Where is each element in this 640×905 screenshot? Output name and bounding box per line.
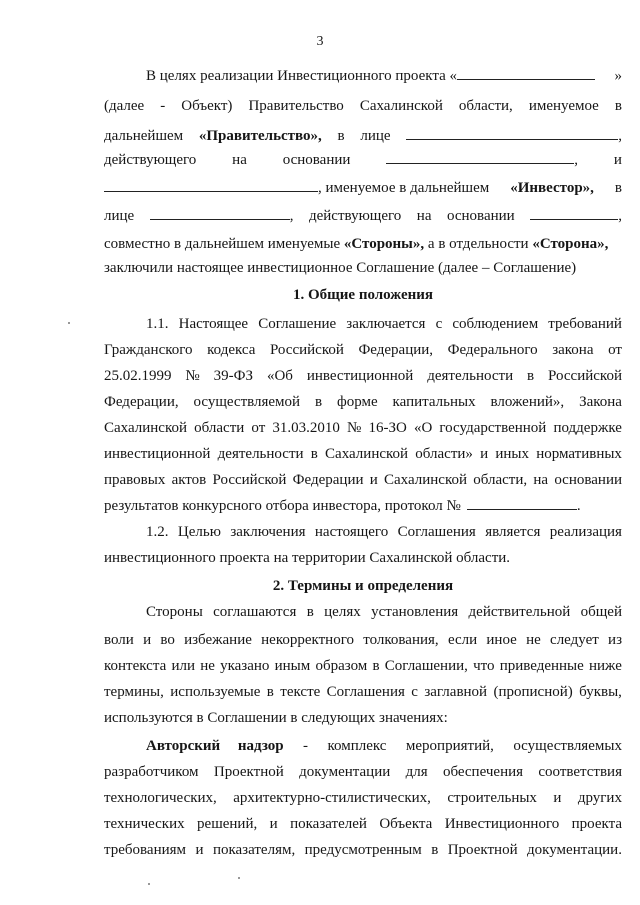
word: и <box>553 790 562 806</box>
word: требованиям <box>104 842 187 858</box>
scan-speck <box>238 877 240 879</box>
word: установления <box>371 604 459 620</box>
word: правовых <box>104 472 166 488</box>
word: (прописной) <box>493 684 573 700</box>
term-author-supervision: Авторский надзор <box>146 738 284 754</box>
word: не <box>526 632 541 648</box>
word: (далее <box>104 98 145 114</box>
word: Проектной <box>447 842 518 858</box>
word: технологических, <box>104 790 217 806</box>
word: реализация <box>549 524 622 540</box>
word: является <box>485 524 541 540</box>
word: вложений», <box>490 394 565 410</box>
word: области, <box>458 98 513 114</box>
word: актов <box>171 472 207 488</box>
word: Целью <box>177 524 221 540</box>
section-1-paragraph-1-line <box>104 366 622 386</box>
word: 39-ФЗ <box>213 368 254 384</box>
word: и <box>143 632 152 648</box>
word: обеспечения <box>442 764 524 780</box>
word: Федерации, <box>358 342 434 358</box>
word: нормативных <box>536 446 622 462</box>
section-2-paragraph-1-line <box>104 656 622 676</box>
section-2-paragraph-1-line <box>104 602 622 622</box>
word: общей <box>580 604 622 620</box>
word: Соглашения <box>326 684 405 700</box>
word: Настоящее <box>178 316 249 332</box>
preamble-line-4: действующего на основании , и <box>104 152 622 168</box>
word: настоящего <box>314 524 389 540</box>
section-2-paragraph-1-line <box>104 682 622 702</box>
government-basis-blank <box>386 150 574 164</box>
word: соответствия <box>538 764 622 780</box>
word: «О <box>413 420 433 436</box>
preamble-line-7: совместно в дальнейшем именуемые «Стороны», а в отдельности «Сторона», <box>104 236 609 252</box>
word: Федерации, <box>104 394 179 410</box>
word: и <box>269 816 278 832</box>
word: Инвестиционного <box>444 816 560 832</box>
word: из <box>608 632 622 648</box>
word: инвестиционной <box>104 446 211 462</box>
preamble-line-6: лице , действующего на основании , <box>104 208 622 224</box>
term-definition-line <box>104 762 622 782</box>
word: в <box>527 368 535 384</box>
word: Объекта <box>379 816 433 832</box>
word: используемые <box>170 684 261 700</box>
word: некорректного <box>261 632 354 648</box>
word: в <box>306 604 314 620</box>
word: если <box>447 632 478 648</box>
word: Российской <box>269 342 344 358</box>
word: во <box>160 632 175 648</box>
section-1-paragraph-1-line <box>104 470 622 490</box>
word: проекта <box>571 816 622 832</box>
word: государственной <box>439 420 547 436</box>
section-1-paragraph-1-last-line: результатов конкурсного отбора инвестора, протокол № . <box>104 498 581 514</box>
term-definition-line <box>104 814 622 834</box>
word: ниже <box>589 658 622 674</box>
preamble-line-2 <box>104 96 622 116</box>
word: области, <box>473 472 528 488</box>
word: области» <box>415 446 473 462</box>
project-name-blank <box>457 66 595 80</box>
word: для <box>405 764 428 780</box>
word: Российской <box>548 368 622 384</box>
word: документации. <box>527 842 622 858</box>
preamble-line-3: дальнейшем «Правительство», в лице , <box>104 128 622 144</box>
word: тексте <box>280 684 321 700</box>
section-1-paragraph-1-line <box>104 340 622 360</box>
word: с <box>411 684 418 700</box>
word: Федерального <box>447 342 538 358</box>
term-definition-line <box>104 788 622 808</box>
word: Федерации <box>292 472 364 488</box>
word: деятельности <box>427 368 514 384</box>
word: не <box>200 658 215 674</box>
word: на <box>533 472 549 488</box>
word: образом <box>315 658 368 674</box>
word: форме <box>336 394 378 410</box>
word: избежание <box>184 632 252 648</box>
word: Правительство <box>248 98 344 114</box>
protocol-number-blank <box>467 496 577 510</box>
section-2-title: 2. Термины и определения <box>272 578 454 594</box>
word: с <box>435 316 443 332</box>
word: действительной <box>468 604 571 620</box>
word: в <box>614 98 622 114</box>
word: 1.2. <box>146 524 169 540</box>
word: «Об <box>266 368 293 384</box>
word: решений, <box>197 816 258 832</box>
word: соглашаются <box>213 604 297 620</box>
word: от <box>608 342 622 358</box>
word: основании <box>554 472 622 488</box>
preamble-line-5: , именуемое в дальнейшем «Инвестор», в <box>104 178 622 198</box>
word: буквы, <box>579 684 622 700</box>
word: от <box>251 420 266 436</box>
scan-speck <box>68 322 70 324</box>
word: показателям, <box>212 842 296 858</box>
investor-basis-blank <box>530 206 618 220</box>
word: показателей <box>290 816 367 832</box>
word: Сахалинской <box>384 472 468 488</box>
word: Соглашения <box>397 524 476 540</box>
word: Объект) <box>181 98 233 114</box>
word: поддержке <box>553 420 622 436</box>
word: иное <box>486 632 517 648</box>
word: Соглашении, <box>384 658 468 674</box>
word: 25.02.1999 <box>104 368 172 384</box>
word: документации <box>299 764 391 780</box>
word: в <box>310 446 318 462</box>
word: закона <box>552 342 594 358</box>
word: 31.03.2010 <box>272 420 340 436</box>
word: указано <box>220 658 270 674</box>
word: осуществляемой <box>193 394 301 410</box>
word: в <box>372 658 380 674</box>
scan-speck <box>148 883 150 885</box>
word: иным <box>274 658 311 674</box>
word: предусмотренным <box>304 842 422 858</box>
word: деятельности <box>217 446 304 462</box>
word: требований <box>548 316 622 332</box>
word: в <box>431 842 439 858</box>
word: № <box>185 368 200 384</box>
investor-representative-blank <box>150 206 290 220</box>
government-representative-blank <box>406 126 618 140</box>
word: области <box>194 420 245 436</box>
term-definition-line <box>104 840 622 860</box>
word: разработчиком <box>104 764 199 780</box>
section-2-paragraph-1-line <box>104 630 622 650</box>
word: строительных <box>447 790 537 806</box>
word: что <box>473 658 495 674</box>
page-number: 3 <box>316 34 324 49</box>
section-1-paragraph-1-line <box>104 392 622 412</box>
word: термины, <box>104 684 164 700</box>
word: Стороны <box>146 604 203 620</box>
word: кодекса <box>207 342 256 358</box>
word: или <box>171 658 195 674</box>
word: технических <box>104 816 185 832</box>
word: 1.1. <box>146 316 169 332</box>
word: в <box>266 684 274 700</box>
word: иных <box>495 446 529 462</box>
investor-name-blank <box>104 178 318 192</box>
section-1-paragraph-1-line <box>104 314 622 334</box>
section-1-paragraph-2-last-line: инвестиционного проекта на территории Сахалинской области. <box>104 550 511 566</box>
word: Гражданского <box>104 342 193 358</box>
word: Сахалинской <box>104 420 188 436</box>
word: Соглашение <box>258 316 337 332</box>
word: в <box>314 394 323 410</box>
section-2-paragraph-1-last-line: используются в Соглашении в следующих значениях: <box>104 710 448 726</box>
word: заключается <box>346 316 426 332</box>
term-line: Авторский надзор - комплекс мероприятий, осуществляемых <box>146 738 622 754</box>
word: заглавной <box>424 684 488 700</box>
preamble-line-8: заключили настоящее инвестиционное Соглашение (далее – Соглашение) <box>104 260 577 276</box>
word: других <box>577 790 622 806</box>
preamble-line-1: В целях реализации Инвестиционного проекта « » <box>146 68 622 84</box>
section-1-paragraph-2-line <box>104 522 622 542</box>
word: инвестиционной <box>306 368 414 384</box>
word: и <box>195 842 204 858</box>
word: Российской <box>212 472 287 488</box>
section-1-title: 1. Общие положения <box>292 287 434 303</box>
word: № <box>347 420 362 436</box>
section-1-paragraph-1-line <box>104 444 622 464</box>
word: архитектурно-стилистических, <box>233 790 431 806</box>
word: воли <box>104 632 134 648</box>
word: Проектной <box>213 764 284 780</box>
word: - <box>160 98 166 114</box>
word: 16-ЗО <box>368 420 407 436</box>
word: контекста <box>104 658 167 674</box>
word: капитальных <box>392 394 476 410</box>
word: следует <box>550 632 599 648</box>
word: заключения <box>230 524 306 540</box>
word: именуемое <box>528 98 599 114</box>
word: Сахалинской <box>325 446 409 462</box>
word: соблюдением <box>452 316 539 332</box>
word: Сахалинской <box>359 98 443 114</box>
word: и <box>369 472 378 488</box>
word: приведенные <box>499 658 584 674</box>
word: толкования, <box>363 632 439 648</box>
word: и <box>480 446 489 462</box>
word: Закона <box>579 394 622 410</box>
word: целях <box>324 604 361 620</box>
section-1-paragraph-1-line <box>104 418 622 438</box>
